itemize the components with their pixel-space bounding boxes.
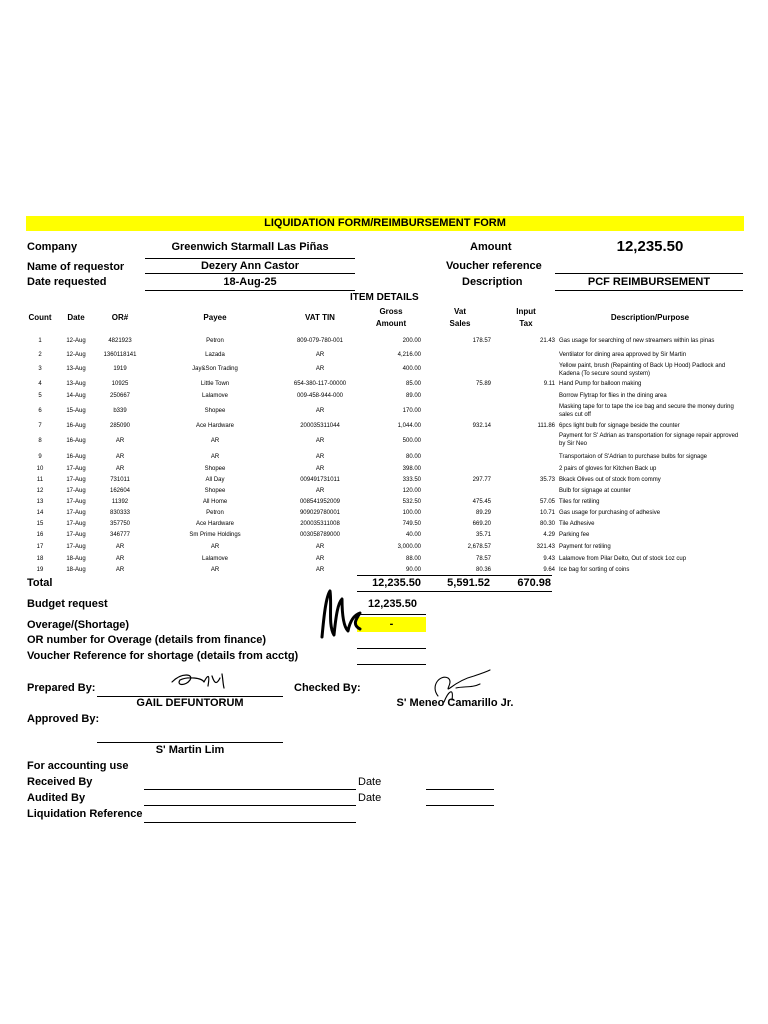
signature-prepared: [168, 668, 230, 692]
or-overage-line: [357, 648, 426, 649]
col-input-2: Tax: [519, 319, 533, 328]
row-2-gross: 4,216.00: [397, 352, 421, 358]
row-14-count: 14: [36, 510, 44, 516]
row-9-count: 9: [38, 454, 42, 460]
received-by-line: [144, 789, 356, 790]
col-date: Date: [67, 313, 85, 322]
row-10-tin: AR: [315, 466, 325, 472]
row-1-vat: 178.57: [472, 338, 491, 344]
row-4-vat: 75.89: [475, 381, 491, 387]
row-2-or: 1360118141: [103, 352, 137, 358]
row-16-gross: 40.00: [405, 532, 421, 538]
row-7-purpose: 6pcs light bulb for signage beside the counter: [559, 423, 680, 429]
row-16-vat: 35.71: [475, 532, 491, 538]
approved-line: [97, 742, 283, 743]
liquidation-ref-line: [144, 822, 356, 823]
row-11-vat: 297.77: [472, 477, 491, 483]
row-13-gross: 532.50: [402, 499, 421, 505]
row-12-or: 162604: [109, 488, 131, 494]
row-12-gross: 120.00: [402, 488, 421, 494]
row-9-gross: 80.00: [405, 454, 421, 460]
row-19-input: 9.64: [543, 567, 555, 573]
approved-label: Approved By:: [27, 713, 100, 725]
audited-by-line: [144, 805, 356, 806]
row-2-payee: Lazada: [205, 352, 225, 358]
row-6-payee: Shopee: [204, 408, 226, 414]
row-12-tin: AR: [315, 488, 325, 494]
row-4-payee: Little Town: [200, 381, 230, 387]
row-16-purpose: Parking fee: [559, 532, 590, 538]
row-14-or: 830333: [109, 510, 131, 516]
voucher-line: [555, 273, 743, 274]
col-vat-tin: VAT TIN: [305, 313, 335, 322]
checked-label: Checked By:: [294, 682, 361, 694]
overage-value: -: [357, 617, 426, 632]
or-overage-label: OR number for Overage (details from finance): [27, 634, 266, 646]
row-8-or: AR: [115, 438, 125, 444]
row-16-tin: 003058789000: [299, 532, 341, 538]
audited-date-line: [426, 805, 494, 806]
row-13-count: 13: [36, 499, 44, 505]
row-13-tin: 008541952009: [299, 499, 341, 505]
row-2-count: 2: [38, 352, 42, 358]
col-payee: Payee: [203, 313, 227, 322]
row-18-date: 18-Aug: [66, 556, 86, 562]
form-title: LIQUIDATION FORM/REIMBURSEMENT FORM: [264, 217, 506, 229]
requestor-line-top: [145, 258, 355, 259]
description-label: Description: [462, 276, 523, 288]
row-7-tin: 200035311044: [300, 423, 340, 429]
row-19-payee: AR: [210, 567, 220, 573]
liquidation-ref-label: Liquidation Reference: [27, 808, 143, 820]
row-6-or: b339: [113, 408, 127, 414]
row-13-vat: 475.45: [472, 499, 491, 505]
col-purpose: Description/Purpose: [610, 313, 690, 322]
row-13-purpose: Tiles for retiling: [559, 499, 600, 505]
row-17-count: 17: [36, 544, 44, 550]
row-10-purpose: 2 pairs of gloves for Kitchen Back up: [559, 466, 657, 472]
row-17-vat: 2,678.57: [467, 544, 491, 550]
approved-name: S' Martin Lim: [155, 744, 225, 756]
row-1-or: 4821923: [108, 338, 132, 344]
row-6-date: 15-Aug: [66, 408, 86, 414]
col-gross-1: Gross: [379, 307, 403, 316]
date-requested-label: Date requested: [27, 276, 107, 288]
row-4-gross: 85.00: [405, 381, 421, 387]
row-2-date: 12-Aug: [66, 352, 86, 358]
row-17-or: AR: [115, 544, 125, 550]
row-9-date: 16-Aug: [66, 454, 86, 460]
row-15-tin: 200035311008: [300, 521, 340, 527]
row-3-or: 1919: [113, 366, 127, 372]
date-line-top: [145, 273, 355, 274]
row-4-purpose: Hand Pump for balloon making: [559, 381, 642, 387]
amount-label: Amount: [470, 241, 512, 253]
row-1-date: 12-Aug: [66, 338, 86, 344]
col-or: OR#: [111, 313, 129, 322]
row-3-tin: AR: [315, 366, 325, 372]
form-title-bar: [26, 216, 744, 231]
date-line-bottom: [145, 290, 355, 291]
row-15-count: 15: [36, 521, 44, 527]
row-16-date: 17-Aug: [66, 532, 86, 538]
row-17-payee: AR: [210, 544, 220, 550]
row-12-payee: Shopee: [204, 488, 226, 494]
row-18-tin: AR: [315, 556, 325, 562]
row-2-tin: AR: [315, 352, 325, 358]
voucher-shortage-label: Voucher Reference for shortage (details from acctg): [27, 650, 299, 662]
row-14-date: 17-Aug: [66, 510, 86, 516]
row-15-input: 80.30: [539, 521, 555, 527]
row-12-date: 17-Aug: [66, 488, 86, 494]
row-14-gross: 100.00: [402, 510, 421, 516]
row-16-count: 16: [36, 532, 44, 538]
row-7-input: 111.86: [537, 423, 555, 429]
voucher-label: Voucher reference: [446, 260, 542, 272]
row-14-input: 10.71: [539, 510, 555, 516]
row-15-purpose: Tile Adhesive: [559, 521, 595, 527]
row-15-date: 17-Aug: [66, 521, 86, 527]
prepared-label: Prepared By:: [27, 682, 96, 694]
row-11-payee: All Day: [205, 477, 225, 483]
row-3-purpose: Yellow paint, brush (Repainting of Back Up Hood) Padlock and Kadena (To secure sound system): [559, 363, 726, 377]
total-line-bottom: [357, 591, 552, 592]
row-5-tin: 009-458-944-000: [296, 393, 344, 399]
row-1-input: 21.43: [539, 338, 555, 344]
row-18-or: AR: [115, 556, 125, 562]
row-8-count: 8: [38, 438, 42, 444]
row-12-purpose: Bulb for signage at counter: [559, 488, 631, 494]
row-16-input: 4.29: [543, 532, 555, 538]
row-5-gross: 89.00: [405, 393, 421, 399]
row-11-input: 35.73: [539, 477, 555, 483]
row-5-count: 5: [38, 393, 42, 399]
col-vat-1: Vat: [453, 307, 466, 316]
received-date-line: [426, 789, 494, 790]
row-17-input: 321.43: [536, 544, 555, 550]
row-11-tin: 009491731011: [300, 477, 340, 483]
total-vat: 5,591.52: [447, 577, 490, 589]
row-11-or: 731011: [110, 477, 130, 483]
row-19-purpose: Ice bag for sorting of coins: [559, 567, 630, 573]
amount-value: 12,235.50: [616, 238, 684, 255]
row-8-gross: 500.00: [402, 438, 421, 444]
row-17-purpose: Payment for retiling: [559, 544, 611, 550]
row-19-tin: AR: [315, 567, 325, 573]
total-gross: 12,235.50: [372, 577, 421, 589]
row-16-payee: Sm Prime Holdings: [189, 532, 241, 538]
row-9-purpose: Transportaion of S'Adrian to purchase bulbs for signage: [559, 454, 708, 460]
overage-label: Overage/(Shortage): [27, 619, 130, 631]
row-15-vat: 669.20: [472, 521, 491, 527]
row-15-or: 357750: [109, 521, 131, 527]
row-15-gross: 749.50: [402, 521, 421, 527]
row-15-payee: Ace Hardware: [195, 521, 234, 527]
row-7-or: 285090: [109, 423, 131, 429]
row-11-gross: 333.50: [402, 477, 421, 483]
row-4-date: 13-Aug: [66, 381, 86, 387]
row-19-count: 19: [36, 567, 44, 573]
row-13-or: 11392: [111, 499, 129, 505]
row-14-tin: 909029780001: [299, 510, 341, 516]
row-17-gross: 3,000.00: [397, 544, 421, 550]
date-requested-value: 18-Aug-25: [223, 276, 277, 288]
total-line-top: [357, 575, 552, 576]
row-1-purpose: Gas usage for searching of new streamers within las pinas: [559, 338, 715, 344]
row-19-date: 18-Aug: [66, 567, 86, 573]
col-gross-2: Amount: [375, 319, 407, 328]
voucher-shortage-line: [357, 664, 426, 665]
company-value: Greenwich Starmall Las Piñas: [171, 241, 329, 253]
row-3-count: 3: [38, 366, 42, 372]
received-date-label: Date: [358, 776, 382, 788]
row-3-payee: Jay&Son Trading: [192, 366, 238, 372]
row-1-payee: Petron: [206, 338, 224, 344]
row-19-or: AR: [115, 567, 125, 573]
row-18-vat: 78.57: [475, 556, 491, 562]
company-label: Company: [27, 241, 78, 253]
row-18-payee: Lalamove: [201, 556, 228, 562]
row-6-tin: AR: [315, 408, 325, 414]
row-3-date: 13-Aug: [66, 366, 86, 372]
row-9-payee: AR: [210, 454, 220, 460]
total-input: 670.98: [517, 577, 551, 589]
row-10-date: 17-Aug: [66, 466, 86, 472]
row-19-gross: 90.00: [405, 567, 421, 573]
row-7-count: 7: [38, 423, 42, 429]
row-8-purpose: Payment for S' Adrian as transportation for signage repair approved by Sir Neo: [559, 433, 739, 447]
row-18-input: 9.43: [543, 556, 555, 562]
row-11-date: 17-Aug: [66, 477, 86, 483]
col-vat-2: Sales: [449, 319, 471, 328]
row-16-or: 346777: [109, 532, 131, 538]
row-5-date: 14-Aug: [66, 393, 86, 399]
row-5-payee: Lalamove: [201, 393, 228, 399]
budget-value: 12,235.50: [368, 598, 417, 610]
row-10-or: AR: [115, 466, 125, 472]
row-6-count: 6: [38, 408, 42, 414]
row-1-tin: 809-079-780-001: [296, 338, 344, 344]
item-details-title: ITEM DETAILS: [350, 292, 419, 303]
row-8-payee: AR: [210, 438, 220, 444]
row-4-count: 4: [38, 381, 42, 387]
row-14-purpose: Gas usage for purchasing of adhesive: [559, 510, 661, 516]
row-11-count: 11: [36, 477, 44, 483]
row-4-or: 10925: [111, 381, 129, 387]
row-13-date: 17-Aug: [66, 499, 86, 505]
requestor-value: Dezery Ann Castor: [200, 260, 299, 272]
row-7-gross: 1,044.00: [397, 423, 421, 429]
row-5-or: 250667: [109, 393, 131, 399]
description-value: PCF REIMBURSEMENT: [587, 276, 711, 288]
audited-date-label: Date: [358, 792, 382, 804]
row-14-payee: Petron: [206, 510, 224, 516]
received-by-label: Received By: [27, 776, 93, 788]
row-19-vat: 80.36: [475, 567, 491, 573]
prepared-name: GAIL DEFUNTORUM: [136, 697, 244, 709]
row-5-purpose: Borrow Flytrap for flies in the dining area: [559, 393, 667, 399]
row-13-payee: All Home: [202, 499, 228, 505]
total-label: Total: [27, 577, 53, 589]
row-9-or: AR: [115, 454, 125, 460]
row-3-gross: 400.00: [402, 366, 421, 372]
row-6-purpose: Masking tape for to tape the ice bag and secure the money during sales cut off: [559, 404, 734, 418]
row-13-input: 57.05: [539, 499, 555, 505]
row-4-input: 9.11: [543, 381, 555, 387]
accounting-title: For accounting use: [27, 760, 129, 772]
row-18-gross: 88.00: [405, 556, 421, 562]
row-17-date: 17-Aug: [66, 544, 86, 550]
requestor-label: Name of requestor: [27, 261, 125, 273]
signature-mark-large: [316, 585, 366, 643]
row-4-tin: 654-380-117-00000: [293, 381, 347, 387]
row-10-payee: Shopee: [204, 466, 226, 472]
row-6-gross: 170.00: [402, 408, 421, 414]
row-14-vat: 89.29: [475, 510, 491, 516]
row-10-gross: 398.00: [402, 466, 421, 472]
row-1-gross: 200.00: [402, 338, 421, 344]
row-18-count: 18: [36, 556, 44, 562]
col-input-1: Input: [516, 307, 536, 316]
row-2-purpose: Ventilator for dining area approved by Sir Martin: [559, 352, 687, 358]
row-11-purpose: Bkack Olives out of stock from commy: [559, 477, 661, 483]
row-7-vat: 932.14: [472, 423, 491, 429]
row-8-tin: AR: [315, 438, 325, 444]
row-7-date: 16-Aug: [66, 423, 86, 429]
budget-line: [357, 614, 426, 615]
description-line: [555, 290, 743, 291]
row-8-date: 16-Aug: [66, 438, 86, 444]
row-1-count: 1: [38, 338, 42, 344]
checked-name: S' Meneo Camarillo Jr.: [396, 697, 514, 709]
col-count: Count: [28, 313, 52, 322]
row-9-tin: AR: [315, 454, 325, 460]
row-10-count: 10: [36, 466, 44, 472]
row-17-tin: AR: [315, 544, 325, 550]
row-12-count: 12: [36, 488, 44, 494]
row-7-payee: Ace Hardware: [195, 423, 234, 429]
budget-label: Budget request: [27, 598, 108, 610]
row-18-purpose: Lalamove from Pilar Delto, Out of stock 1oz cup: [559, 556, 687, 562]
audited-by-label: Audited By: [27, 792, 86, 804]
